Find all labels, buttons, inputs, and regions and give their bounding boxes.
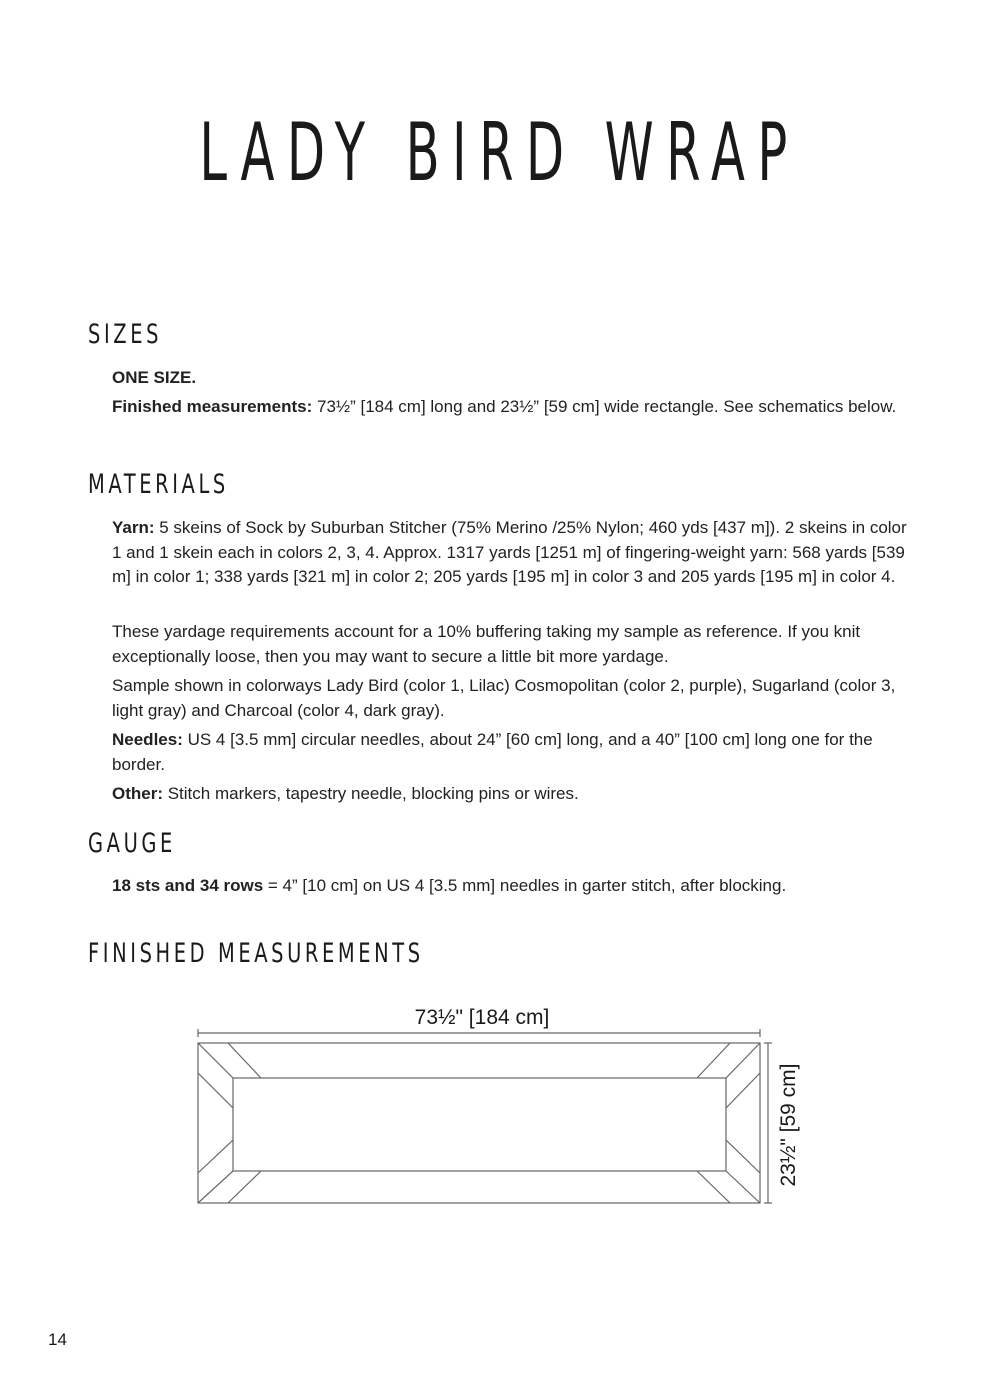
wrap-outer-rect [198, 1043, 760, 1203]
materials-heading: MATERIALS [88, 469, 229, 500]
sizes-heading: SIZES [88, 319, 163, 350]
page-number: 14 [48, 1330, 67, 1349]
needles-label: Needles: [112, 730, 183, 749]
yarn-label: Yarn: [112, 518, 155, 537]
wrap-inner-rect [233, 1078, 726, 1171]
page-title: LADY BIRD WRAP [199, 106, 800, 199]
gauge-heading: GAUGE [88, 828, 176, 859]
other-value: Stitch markers, tapestry needle, blocking pins or wires. [163, 784, 579, 803]
sample-text: Sample shown in colorways Lady Bird (color 1, Lilac) Cosmopolitan (color 2, purple), Sugarland (color 3, light gray) and Charcoal (color 4, dark gray). [112, 676, 896, 720]
gauge-label: 18 sts and 34 rows [112, 876, 264, 895]
needles-value: US 4 [3.5 mm] circular needles, about 24” [60 cm] long, and a 40” [100 cm] long one for the border. [112, 730, 873, 774]
finished-measurements-value: 73½” [184 cm] long and 23½” [59 cm] wide rectangle. See schematics below. [312, 397, 897, 416]
length-label: 73½" [184 cm] [414, 1006, 550, 1029]
other-label: Other: [112, 784, 163, 803]
one-size-label: ONE SIZE. [112, 368, 197, 387]
finished-measurements-label: Finished measurements: [112, 397, 313, 416]
yarn-value: 5 skeins of Sock by Suburban Stitcher (75% Merino /25% Nylon; 460 yds [437 m]). 2 skeins in color 1 and 1 skein each in colors 2, 3, 4. Approx. 1317 yards [1251 m] of fingering-weight yarn: 568 yards [539 m] in color 1; 338 yards [321 m] in color 2; 205 yards [195 m] in color 3 and 205 yards [195 m] in color 4. [112, 518, 907, 586]
yardage-text: These yardage requirements account for a 10% buffering taking my sample as reference. If you knit exceptionally loose, then you may want to secure a little bit more yardage. [112, 622, 861, 666]
width-label: 23½" [59 cm] [777, 1063, 800, 1187]
gauge-value: = 4” [10 cm] on US 4 [3.5 mm] needles in garter stitch, after blocking. [263, 876, 787, 895]
finished-measurements-heading: FINISHED MEASUREMENTS [88, 938, 424, 969]
